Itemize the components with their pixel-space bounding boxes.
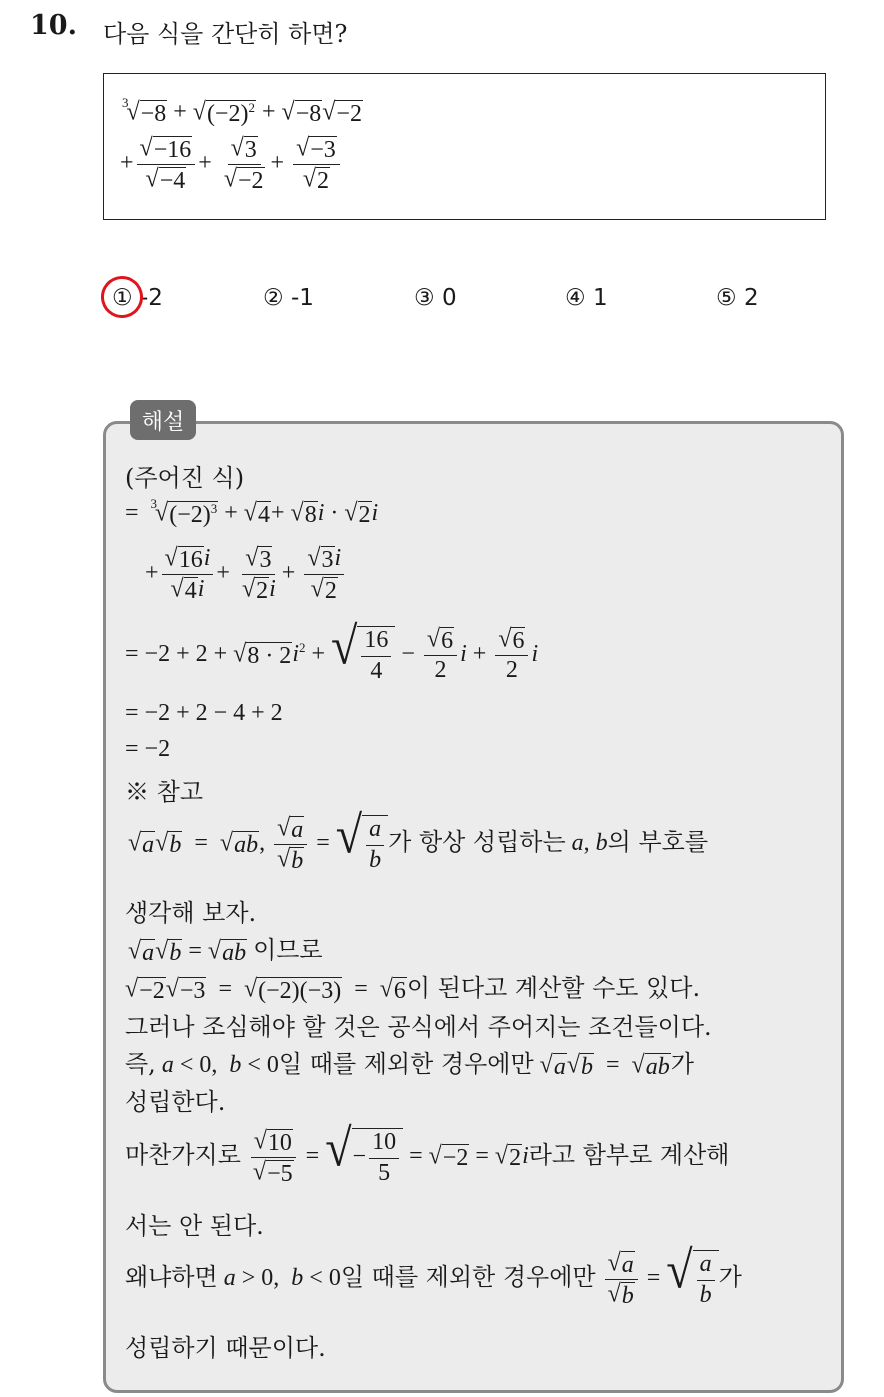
question-prompt: 다음 식을 간단히 하면? (103, 20, 348, 48)
note-line-4: √ −2 √ −3 = √ (−2)(−3) = √ 6 이 된다고 계산할 수도 있다. (125, 974, 701, 1004)
expression-line-1: $^3$ √ −8 + √ $(-2)^2$ + √ −8 √ −2 (122, 95, 362, 127)
note-text: 일 때를 제외한 경우에만 (340, 1263, 596, 1292)
note-line-8: 마찬가지로 √ 10 √ −5 = √ − $\frac{10}{5}$ = √ −2 = √ 2 i라고 함부로 계산해 (125, 1119, 730, 1187)
note-line-5: 그러나 조심해야 할 것은 공식에서 주어지는 조건들이다. (125, 1013, 712, 1041)
choice-4[interactable] (565, 285, 608, 311)
note-text: 라고 함부로 계산해 (528, 1141, 730, 1170)
note-text: 이므로 (253, 936, 323, 964)
solution-intro: (주어진 식) (125, 464, 245, 492)
note-line-6: 즉, a < 0, b < 0일 때를 제외한 경우에만 √ a √ b = √ ab 가 (125, 1050, 694, 1080)
note-text: 이 된다고 계산할 수도 있다. (406, 974, 701, 1002)
note-text: 가 (670, 1050, 694, 1078)
note-line-2: 생각해 보자. (125, 899, 257, 927)
note-line-7: 성립한다. (125, 1088, 226, 1116)
solution-step-2: + √ 16 i √ 4 i + √ 3 √ 2 i + √ 3 i √ 2 (145, 545, 347, 604)
note-text: 즉, (125, 1050, 156, 1078)
note-line-9: 서는 안 된다. (125, 1212, 264, 1240)
choice-mark: ④ (565, 285, 586, 311)
choice-value: -1 (290, 285, 314, 311)
choice-value: 2 (743, 285, 759, 311)
choice-3[interactable] (414, 285, 457, 311)
note-line-11: 성립하기 때문이다. (125, 1334, 326, 1362)
choice-value: 1 (592, 285, 608, 311)
note-text: 의 부호를 (607, 828, 709, 857)
solution-step-3: = −2 + 2 + √ 8 · 2 $i^2$ + √ $\frac{16}{4}$ − √ 6 2 i + √ 6 2 i (125, 617, 539, 684)
question-number: 10. (30, 10, 77, 41)
note-line-10: 왜냐하면 a > 0, b < 0일 때를 제외한 경우에만 √ a √ b = √ $\frac{a}{b}$ 가 (125, 1241, 742, 1309)
choice-value: 0 (441, 285, 457, 311)
choice-mark: ③ (414, 285, 435, 311)
choice-mark: ① (112, 285, 133, 311)
solution-final: = −2 (125, 736, 171, 762)
choice-value: -2 (139, 285, 163, 311)
solution-badge: 해설 (130, 400, 196, 440)
note-title: ※ 참고 (125, 778, 203, 806)
note-text: 가 (718, 1263, 742, 1292)
solution-result: = −2 + 2 − 4 + 2 (125, 700, 283, 726)
note-text: 왜냐하면 (125, 1263, 218, 1292)
note-line-1: √ a √ b = √ ab , √ a √ b = √ $\frac{a}{b}$ 가 항상 성립하는 a, b의 부호를 (128, 806, 709, 874)
note-text: 일 때를 제외한 경우에만 (278, 1050, 534, 1078)
choice-2[interactable] (263, 285, 314, 311)
selected-answer-mark (96, 271, 147, 322)
note-text: 가 항상 성립하는 (388, 828, 566, 857)
expression-line-2: + √ −16 √ −4 + √ 3 √ −2 + √ −3 √ 2 (120, 135, 343, 194)
note-line-3: √ a √ b = √ ab 이므로 (128, 936, 323, 966)
solution-step-1: = $^3$ √ $(-2)^3$ + √ 4 + √ 8 i · √ 2 i (125, 496, 379, 528)
choice-mark: ② (263, 285, 284, 311)
choice-5[interactable] (716, 285, 759, 311)
choice-mark: ⑤ (716, 285, 737, 311)
note-text: 마찬가지로 (125, 1141, 241, 1170)
